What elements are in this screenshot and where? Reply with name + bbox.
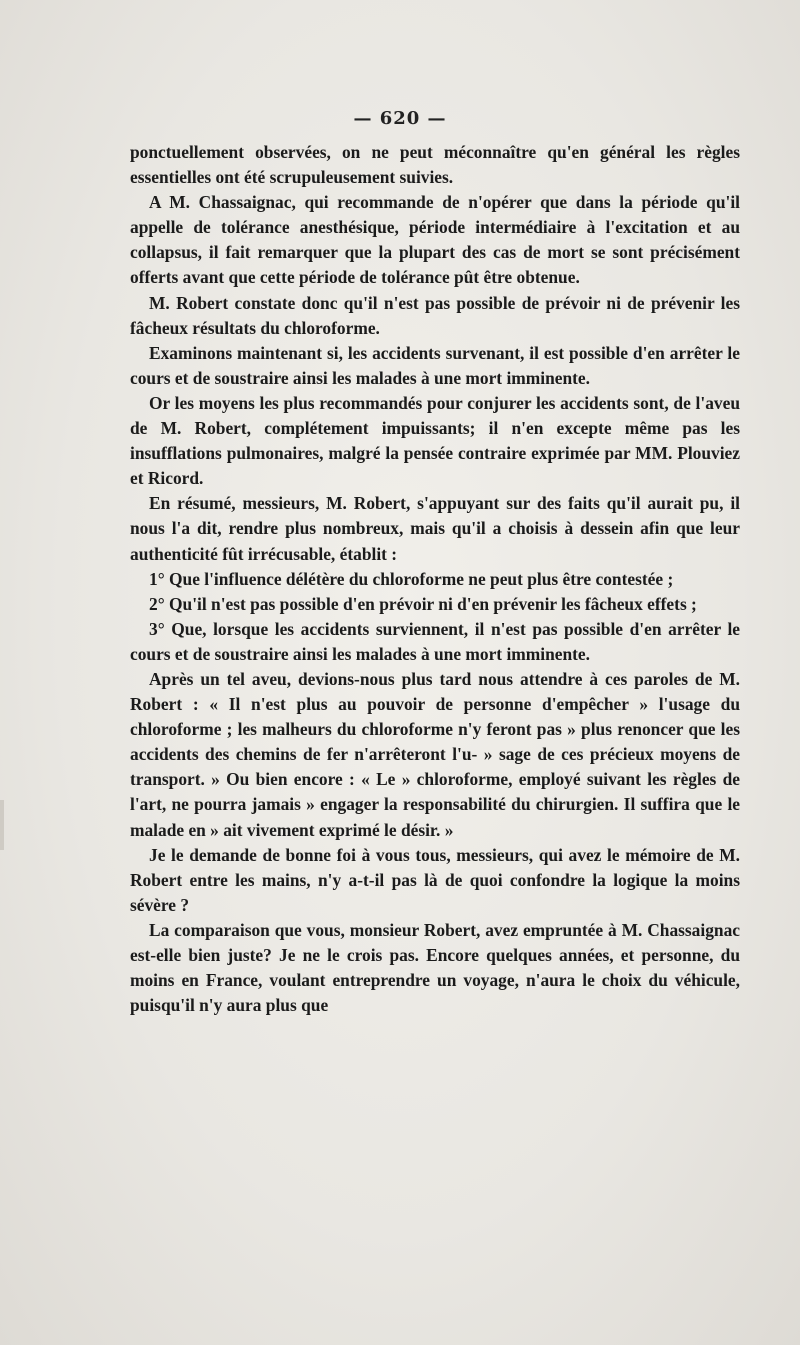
paragraph: La comparaison que vous, monsieur Robert, avez empruntée à M. Chassaignac est-elle bien juste? Je ne le crois pas. Encore quelques années, et personne, du moins en France, voulant entreprendre un voyage, n'aura le choix du véhicule, puisqu'il n'y aura plus que xyxy=(130,919,740,1016)
paragraph: 1° Que l'influence délétère du chloroforme ne peut plus être contestée ; xyxy=(149,568,674,589)
margin-mark xyxy=(0,800,4,850)
paragraph: Examinons maintenant si, les accidents survenant, il est possible d'en arrêter le cours et de soustraire ainsi les malades à une mort imminente. xyxy=(130,342,740,388)
page-number: — 620 — xyxy=(353,108,447,129)
paragraph: Après un tel aveu, devions-nous plus tard nous attendre à ces paroles de M. Robert : « Il n'est plus au pouvoir de personne d'empêcher » l'usage du chloroforme ; les malheurs du chloroforme n'y feront pas » plus renoncer que les accidents des chemins de fer n'arrêteront l'u- » sage de ces précieux moyens de transport. » Ou bien encore : « Le » chloroforme, employé suivant les règles de l'art, ne pourra jamais » engager la responsabilité du chirurgien. Il suffira que le malade en » ait vivement exprimé le désir. » xyxy=(130,668,740,840)
paragraph: M. Robert constate donc qu'il n'est pas possible de prévoir ni de prévenir les fâcheux résultats du chloroforme. xyxy=(130,292,740,338)
paragraph: ponctuellement observées, on ne peut méconnaître qu'en général les règles essentielles ont été scrupuleusement suivies. xyxy=(130,142,740,188)
paragraph: A M. Chassaignac, qui recommande de n'opérer que dans la période qu'il appelle de tolérance anesthésique, période intermédiaire à l'excitation et au collapsus, il fait remarquer que la plupart des cas de mort se sont précisément offerts avant que cette période de tolérance pût être obtenue. xyxy=(130,192,740,288)
paragraph: En résumé, messieurs, M. Robert, s'appuyant sur des faits qu'il aurait pu, il nous l'a dit, rendre plus nombreux, mais qu'il a choisis à dessein afin que leur authenticité fût irrécusable, établit : xyxy=(130,493,740,564)
paragraph: Or les moyens les plus recommandés pour conjurer les accidents sont, de l'aveu de M. Robert, complétement impuissants; il n'en excepte même pas les insufflations pulmonaires, malgré la pensée contraire exprimée par MM. Plouviez et Ricord. xyxy=(130,392,740,489)
paragraph: 2° Qu'il n'est pas possible d'en prévoir ni d'en prévenir les fâcheux effets ; xyxy=(149,593,697,614)
body-text xyxy=(130,140,740,1018)
paragraph: 3° Que, lorsque les accidents surviennent, il n'est pas possible d'en arrêter le cours et de soustraire ainsi les malades à une mort imminente. xyxy=(130,618,740,664)
paragraph: Je le demande de bonne foi à vous tous, messieurs, qui avez le mémoire de M. Robert entre les mains, n'y a-t-il pas là de quoi confondre la logique la moins sévère ? xyxy=(130,844,740,915)
